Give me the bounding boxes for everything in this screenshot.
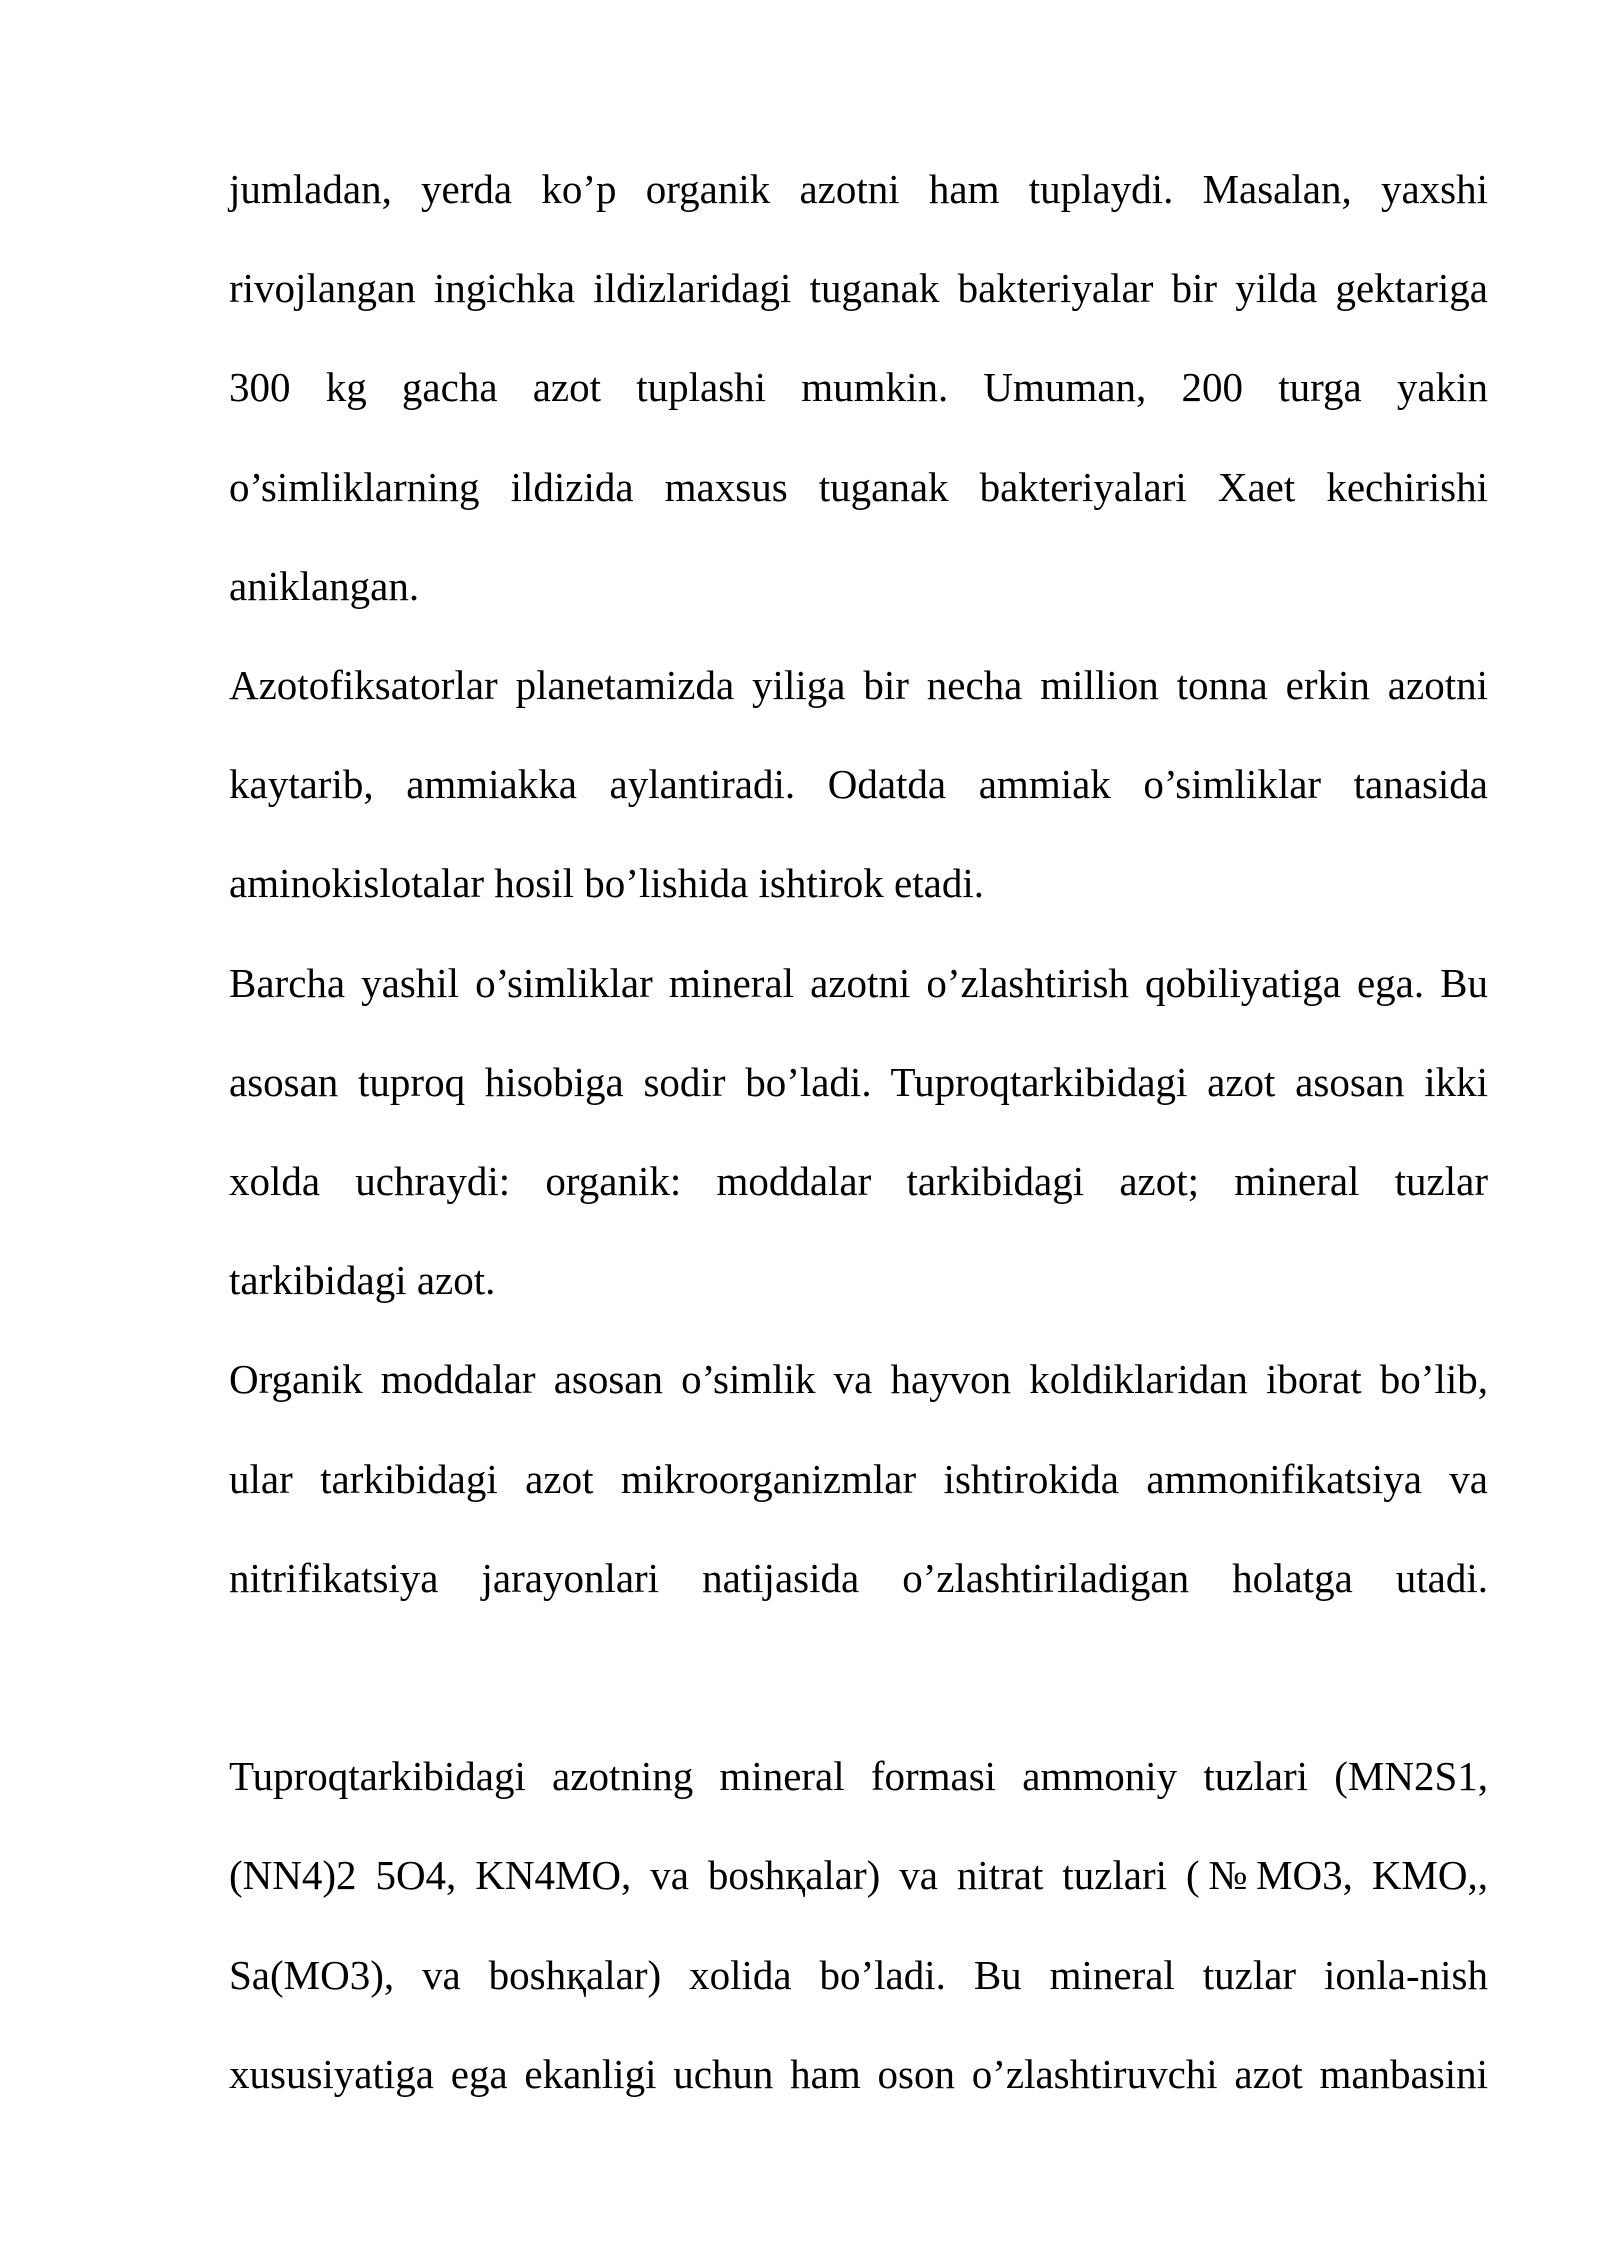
paragraph-spacer (229, 1628, 1488, 1727)
paragraph-1: jumladan, yerda ko’p organik azotni ham tuplaydi. Masalan, yaxshi rivojlangan ingichka ildizlaridagi tuganak bakteriyalar bir yilda gektariga 300 kg gacha azot tuplashi mumkin. Umuman, 200 turga yakin o’simliklarning ildizida maxsus tuganak bakteriyalari Xaet kechirishi aniklangan. (229, 166, 1488, 609)
paragraph-2: Azotofiksatorlar planetamizda yiliga bir necha million tonna erkin azotni kaytarib, ammiakka aylantiradi. Odatda ammiak o’simliklar tanasida aminokislotalar hosil bo’lishida ishtirok etadi. (229, 662, 1488, 907)
paragraph-4: Organik moddalar asosan o’simlik va hayvon koldiklaridan iborat bo’lib, ular tarkibidagi azot mikroorganizmlar ishtirokida ammonifikatsiya va nitrifikatsiya jarayonlari natijasida o’zlashtiriladigan holatga utadi. (229, 1356, 1488, 1601)
document-body (229, 140, 1488, 2124)
paragraph-5: Tuproqtarkibidagi azotning mineral formasi ammoniy tuzlari (MN2S1, (NN4)2 5O4, KN4MO, va boshқalar) va nitrat tuzlari (№MO3, KMO,, Sa(MO3), va boshқalar) xolida bo’ladi. Bu mineral tuzlar ionla-nish xususiyatiga ega ekanligi uchun ham oson o’zlashtiruvchi azot manbasini (229, 1753, 1488, 2097)
paragraph-3: Barcha yashil o’simliklar mineral azotni o’zlashtirish qobiliyatiga ega. Bu asosan tuproq hisobiga sodir bo’ladi. Tuproqtarkibidagi azot asosan ikki xolda uchraydi: organik: moddalar tarkibidagi azot; mineral tuzlar tarkibidagi azot. (229, 959, 1488, 1304)
